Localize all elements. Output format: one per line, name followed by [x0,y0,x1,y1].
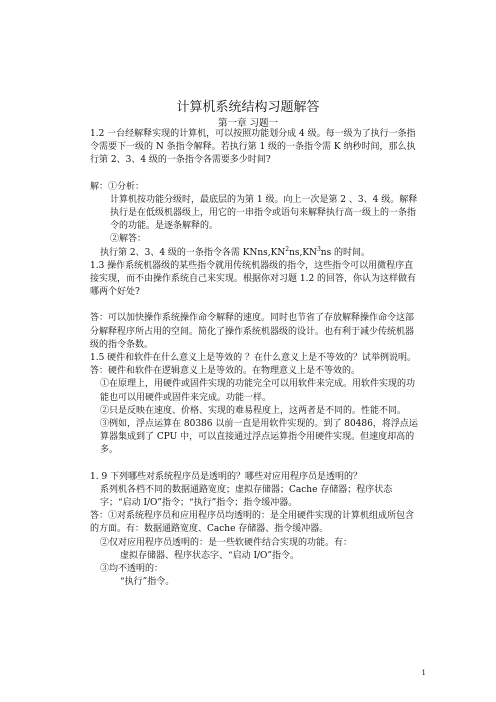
question-1-5: 1.5 硬件和软件在什么意义上是等效的 ？在什么意义上是不等效的？试举例说明。 [90,353,417,364]
question-1-3: 1.3 操作系统机器级的某些指令就用传统机器级的指令，这些指令可以用微程序直接实现，而不由操作系统自己来实现。根据你对习题 1.2 的回答，你认为这样做有哪两个好处? [90,260,417,298]
superscript: 3 [316,245,321,253]
answer-1-9-point-2: ②仅对应用程序员透明的：是一些软硬件结合实现的功能。有： [100,537,353,548]
question-1-2: 1.2 一台经解释实现的计算机，可以按照功能划分成 4 级。每一级为了执行一条指令需要下一级的 N 条指令解释。若执行第 1 级的一条指令需 K 纳秒时间，那么执行第 2、3、4 级的一条指令各需要多少时间? [90,129,416,166]
answer-1-9-point-2-list: 虚拟存储器、程序状态字、“启动 I/O”指令。 [120,550,300,561]
answer-1-2-analysis: 计算机按功能分级时，最底层的为第 1 级。向上一次是第 2 、3、4 级。解释执行是在低级机器级上，用它的一串指令或语句来解释执行高一级上的一条指令的功能。是逐条解释的。 [110,194,418,232]
answer-1-9-point-3-list: “执行”指令。 [120,577,175,588]
answer-1-2-solve-post: ns 的时间。 [320,247,371,258]
answer-1-3: 答：可以加快操作系统操作命令解释的速度。同时也节省了存放解释操作命令这部分解释程序所占用的空间。简化了操作系统机器级的设计。也有利于减少传统机器级的指令条数。 [90,313,415,350]
document-body [90,128,420,590]
document-title: 计算机系统结构习题解答 [176,100,320,115]
answer-1-2-solve-head: ②解答： [110,234,147,245]
chapter-heading: 第一章 习题一 [217,118,279,129]
answer-1-5-point-2: ②只是反映在速度、价格、实现的难易程度上，这两者是不同的。性能不同。 [100,405,407,416]
answer-1-2-solve-mid: ns,KN [289,247,317,258]
answer-1-9: 答：①对系统程序员和应用程序员均透明的：是全用硬件实现的计算机组成所包含的方面。有：数据通路宽度、Cache 存储器、指令缓冲器。 [90,511,415,535]
question-1-9-list: 系列机各档不同的数据通路宽度；虚拟存储器；Cache 存储器；程序状态字；“启动 I/O”指令；“执行”指令；指令缓冲器。 [100,484,393,509]
answer-1-2-solve-pre: 执行第 2、3、4 级的一条指令各需 KNns,KN [100,247,286,258]
answer-1-5: 答：硬件和软件在逻辑意义上是等效的。在物理意义上是不等效的。 [90,366,361,377]
answer-1-9-point-3: ③均不透明的： [100,564,164,575]
answer-1-2-solve [90,247,420,260]
page-number: 1 [421,669,426,677]
answer-1-2-head: 解：①分析： [90,181,145,192]
question-1-9: 1. 9 下列哪些对系统程序员是透明的？哪些对应用程序员是透明的？ [90,471,363,482]
answer-1-5-point-1: ①在原理上，用硬件或固件实现的功能完全可以用软件来完成。用软件实现的功能也可以用硬件或固件来完成。功能一样。 [100,379,416,403]
answer-1-5-point-3: ③例如，浮点运算在 80386 以前一直是用软件实现的。到了 80486，将浮点运算器集成到了 CPU 中，可以直接通过浮点运算指令用硬件实现。但速度却高的多。 [100,419,418,456]
superscript: 2 [285,245,290,253]
